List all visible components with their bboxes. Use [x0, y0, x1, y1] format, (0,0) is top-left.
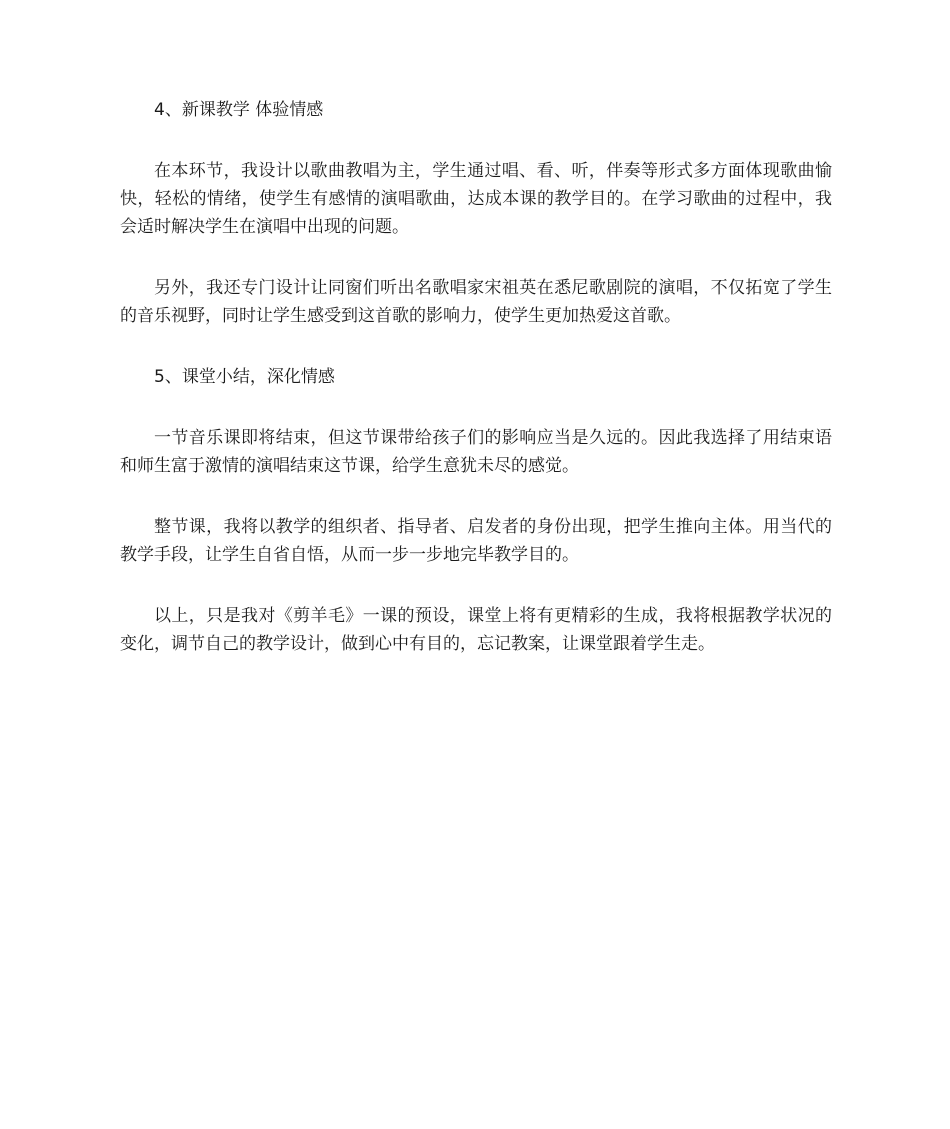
document-page — [120, 96, 832, 691]
paragraph-teaching-process: 在本环节，我设计以歌曲教唱为主，学生通过唱、看、听，伴奏等形式多方面体现歌曲愉快，轻松的情绪，使学生有感情的演唱歌曲，达成本课的教学目的。在学习歌曲的过程中，我会适时解决学生在演唱中出现的问题。 — [120, 161, 832, 237]
section-heading-4: 4、新课教学 体验情感 — [154, 100, 324, 120]
paragraph-conclusion: 以上，只是我对《剪羊毛》一课的预设，课堂上将有更精彩的生成，我将根据教学状况的变化，调节自己的教学设计，做到心中有目的，忘记教案，让课堂跟着学生走。 — [120, 606, 832, 654]
paragraph-whole-class: 整节课，我将以教学的组织者、指导者、启发者的身份出现，把学生推向主体。用当代的教学手段，让学生自省自悟，从而一步一步地完毕教学目的。 — [120, 517, 832, 565]
section-heading-5: 5、课堂小结，深化情感 — [154, 367, 335, 387]
paragraph-class-ending: 一节音乐课即将结束，但这节课带给孩子们的影响应当是久远的。因此我选择了用结束语和师生富于激情的演唱结束这节课，给学生意犹未尽的感觉。 — [120, 428, 832, 476]
paragraph-sydney-performance: 另外，我还专门设计让同窗们听出名歌唱家宋祖英在悉尼歌剧院的演唱，不仅拓宽了学生的音乐视野，同时让学生感受到这首歌的影响力，使学生更加热爱这首歌。 — [120, 278, 832, 326]
